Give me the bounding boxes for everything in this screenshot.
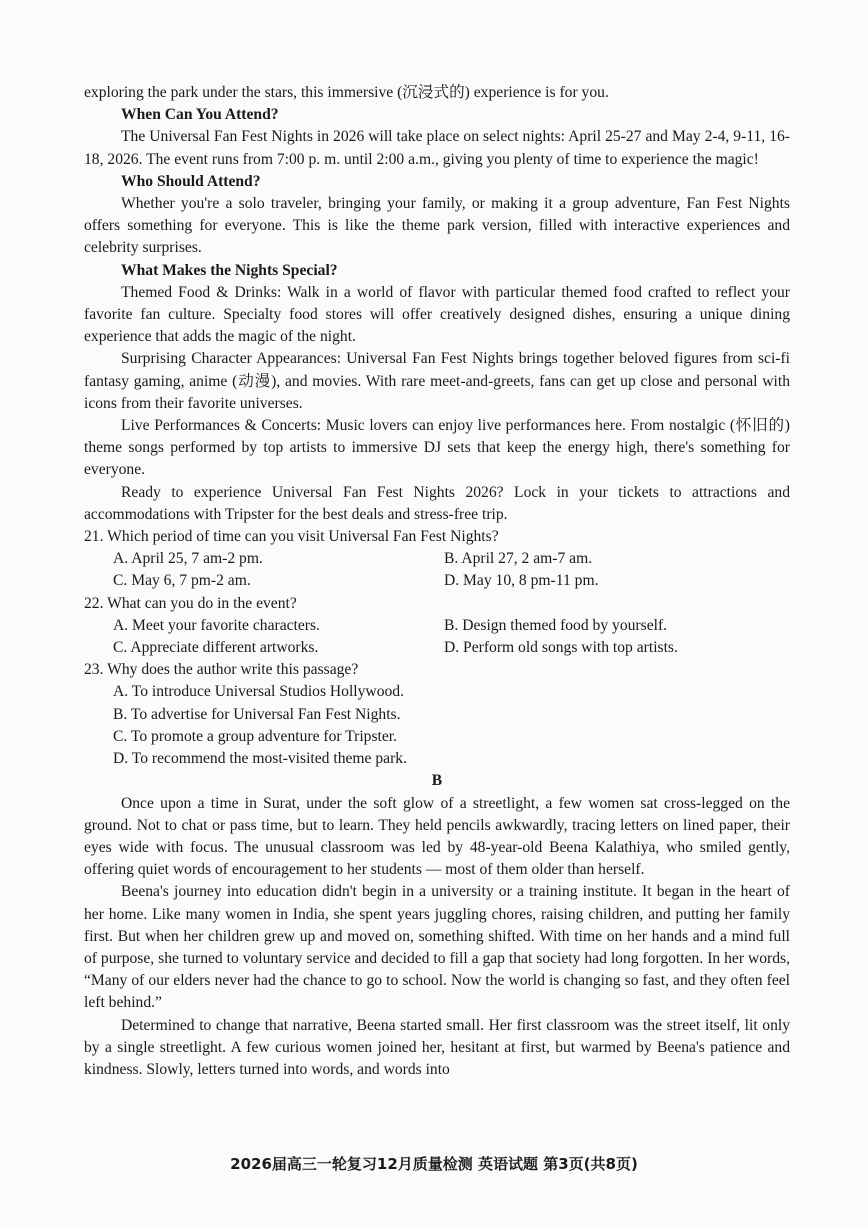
option-b[interactable]: B. April 27, 2 am-7 am. xyxy=(444,550,593,568)
passage-b-paragraph-3: Determined to change that narrative, Beena started small. Her first classroom was the street itself, lit only by a single streetlight. A few curious women joined her, hesitant at first, but warmed by Beena's patience and kindness. Slowly, letters turned into words, and words into xyxy=(84,1016,790,1078)
option-b[interactable]: B. To advertise for Universal Fan Fest Nights. xyxy=(113,705,401,723)
question-options xyxy=(84,681,790,770)
question-21 xyxy=(84,526,790,593)
option-a[interactable]: A. April 25, 7 am-2 pm. xyxy=(113,550,263,568)
paragraph-food: Themed Food & Drinks: Walk in a world of flavor with particular themed food crafted to reflect your favorite fan culture. Specialty food stores will offer creatively designed dishes, ensuring a unique dining experience that adds the magic of the night. xyxy=(84,283,790,346)
heading-who: Who Should Attend? xyxy=(121,172,261,190)
paragraph-when: The Universal Fan Fest Nights in 2026 will take place on select nights: April 25-27 and May 2-4, 9-11, 16-18, 2026. The event runs from 7:00 p. m. until 2:00 a.m., giving you plenty of time to experience the magic! xyxy=(84,128,790,168)
option-a[interactable]: A. To introduce Universal Studios Hollywood. xyxy=(113,683,404,701)
passage-b-paragraph-1: Once upon a time in Surat, under the soft glow of a streetlight, a few women sat cross-legged on the ground. Not to chat or pass time, but to learn. They held pencils awkwardly, tracing letters on lined paper, their eyes wide with focus. The unusual classroom was led by 48-year-old Beena Kalathiya, who smiled gently, offering quiet words of encouragement to her students — most of them older than herself. xyxy=(84,794,790,879)
heading-what: What Makes the Nights Special? xyxy=(121,261,338,279)
paragraph-who: Whether you're a solo traveler, bringing your family, or making it a group adventure, Fan Fest Nights offers something for everyone. This is like the theme park version, filled with interactive experiences and celebrity surprises. xyxy=(84,195,790,257)
option-c[interactable]: C. May 6, 7 pm-2 am. xyxy=(113,572,251,590)
question-stem: 23. Why does the author write this passage? xyxy=(84,661,359,679)
question-23 xyxy=(84,659,790,770)
option-a[interactable]: A. Meet your favorite characters. xyxy=(113,616,320,634)
paragraph-live: Live Performances & Concerts: Music lovers can enjoy live performances here. From nostalgic (怀旧的) theme songs performed by top artists to immersive DJ sets that keep the energy high, there's something for everyone. xyxy=(84,417,790,479)
option-c[interactable]: C. Appreciate different artworks. xyxy=(113,639,319,657)
page-footer: 2026届高三一轮复习12月质量检测 英语试题 第3页(共8页) xyxy=(230,1155,638,1173)
passage-a-intro-tail: exploring the park under the stars, this immersive (沉浸式的) experience is for you. xyxy=(84,84,609,101)
paragraph-ready: Ready to experience Universal Fan Fest Nights 2026? Lock in your tickets to attractions and accommodations with Tripster for the best deals and stress-free trip. xyxy=(84,483,790,523)
question-stem: 21. Which period of time can you visit Universal Fan Fest Nights? xyxy=(84,528,499,546)
option-d[interactable]: D. To recommend the most-visited theme park. xyxy=(113,750,407,768)
question-options xyxy=(84,615,790,659)
question-stem: 22. What can you do in the event? xyxy=(84,594,297,612)
option-d[interactable]: D. May 10, 8 pm-11 pm. xyxy=(444,572,599,590)
heading-when: When Can You Attend? xyxy=(121,106,279,124)
passage-b-paragraph-2: Beena's journey into education didn't begin in a university or a training institute. It began in the heart of her home. Like many women in India, she spent years juggling chores, raising children, and putting her family first. But when her children grew up and moved on, something shifted. With time on her hands and a mind full of purpose, she turned to voluntary service and decided to fill a gap that society had long forgotten. In her words, “Many of our elders never had the chance to go to school. Now the world is changing so fast, and they often feel left behind.” xyxy=(84,883,790,1012)
section-label-b: B xyxy=(431,772,443,790)
question-22 xyxy=(84,593,790,660)
option-d[interactable]: D. Perform old songs with top artists. xyxy=(444,639,678,657)
option-b[interactable]: B. Design themed food by yourself. xyxy=(444,616,668,634)
question-options xyxy=(84,548,790,592)
option-c[interactable]: C. To promote a group adventure for Tripster. xyxy=(113,727,398,745)
paragraph-characters: Surprising Character Appearances: Universal Fan Fest Nights brings together beloved figures from sci-fi fantasy gaming, anime (动漫), and movies. With rare meet-and-greets, fans can get up close and personal with icons from their favorite universes. xyxy=(84,350,790,412)
